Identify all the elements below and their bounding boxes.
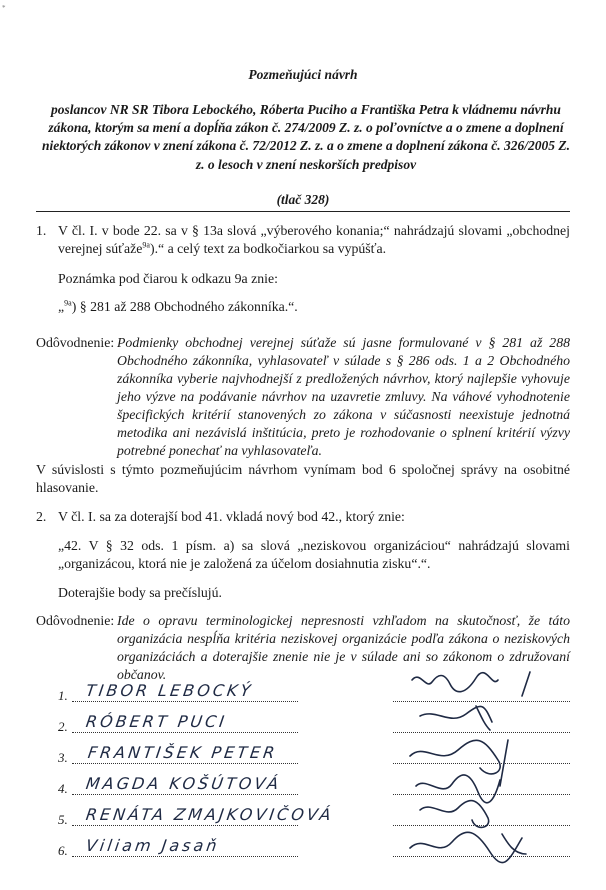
item-1-number: 1. bbox=[36, 223, 47, 238]
reason-1-text: Podmienky obchodnej verejnej súťaže sú jasne formulované v § 281 až 288 Obchodného zákonníka, vyhlasovateľ v súlade s § 286 ods. 1 a 2 Obchodného zákonníka vyberie najvhodnejší z predložených návrhov, ktorý najlepšie vyhovuje jeho výzve na podávanie návrhov na uzavretie zmluvy. Na váhové vyhodnotenie špecifických kritérií stanovených zo zákona v súčasnosti neexistuje jednotná metodika ani nezávislá inštitúcia, preto je rozhodovanie o splnení kritérií výzvy potrebné ponechať na vyhlasovateľa. bbox=[117, 335, 570, 458]
document-subtitle: poslancov NR SR Tibora Lebockého, Róberta Puciho a Františka Petra k vládnemu návrhu zákona, ktorým sa mení a dopĺňa zákon č. 274/2009 Z. z. o poľovníctve a o zmene a doplnení niektorých zákonov v znení zákona č. 72/2012 Z. z. a o zmene a doplnení zákona č. 326/2005 Z. z. o lesoch v znení neskorších predpisov bbox=[41, 102, 571, 172]
dotted-line bbox=[72, 825, 298, 826]
item-1-text bbox=[58, 222, 570, 258]
signature-number: 5. bbox=[58, 812, 68, 827]
renumber-note: Doterajšie body sa prečíslujú. bbox=[58, 585, 222, 600]
item-1-sup: 9a bbox=[142, 240, 150, 250]
signature-6 bbox=[410, 832, 526, 862]
signature-1 bbox=[412, 672, 530, 696]
signature-number: 4. bbox=[58, 781, 68, 796]
signature-4 bbox=[416, 775, 500, 803]
separate-vote-note: V súvislosti s týmto pozmeňujúcim návrhom vynímam bod 6 spoločnej správy na osobitné hlasovanie. bbox=[36, 462, 570, 495]
footnote-intro: Poznámka pod čiarou k odkazu 9a znie: bbox=[58, 271, 278, 286]
item-1-text-b: ).“ a celý text za bodkočiarkou sa vypúšťa. bbox=[149, 241, 387, 256]
handwritten-signatures bbox=[380, 668, 580, 868]
reason-2-label: Odôvodnenie: bbox=[36, 613, 115, 628]
dotted-line bbox=[72, 701, 298, 702]
footnote-open-quote: „ bbox=[58, 299, 65, 314]
item-2-quote: „42. V § 32 ods. 1 písm. a) sa slová „neziskovou organizáciou“ nahrádzajú slovami „organizácou, ktorá nie je založená za účelom dosiahnutia zisku“.“. bbox=[58, 538, 570, 571]
print-number: (tlač 328) bbox=[276, 192, 330, 207]
handwritten-name: RÓBERT PUCI bbox=[84, 712, 229, 731]
handwritten-name: Viliam Jasaň bbox=[84, 836, 221, 855]
signature-number: 2. bbox=[58, 719, 68, 734]
signature-number: 6. bbox=[58, 843, 68, 858]
footnote-text bbox=[58, 298, 570, 316]
reason-1-label: Odôvodnenie: bbox=[36, 335, 115, 350]
title-divider bbox=[36, 211, 570, 212]
signature-number: 3. bbox=[58, 750, 68, 765]
reason-2-text: Ide o opravu terminologickej nepresnosti vzhľadom na skutočnosť, že táto organizácia nespĺňa kritéria neziskovej organizácie podľa zákona o neziskových organizáciách a doterajšie znenie nie je v súlade ani so zákonom o združovaní občanov. bbox=[117, 613, 570, 682]
item-2-text: V čl. I. sa za doterajší bod 41. vkladá nový bod 42., ktorý znie: bbox=[58, 509, 405, 524]
footnote-body: ) § 281 až 288 Obchodného zákonníka.“. bbox=[71, 299, 298, 314]
dotted-line bbox=[72, 732, 298, 733]
handwritten-name: TIBOR LEBOCKÝ bbox=[84, 681, 255, 700]
signature-5 bbox=[420, 801, 489, 828]
corner-mark: * bbox=[2, 4, 6, 12]
dotted-line bbox=[72, 856, 298, 857]
document-title: Pozmeňujúci návrh bbox=[248, 67, 358, 82]
item-1-text-a: V čl. I. v bode 22. sa v § 13a slová „výberového konania;“ nahrádzajú slovami „obchodnej verejnej súťaže bbox=[58, 223, 570, 256]
signature-number: 1. bbox=[58, 688, 68, 703]
handwritten-name: MAGDA KOŠÚTOVÁ bbox=[84, 774, 283, 793]
signature-2 bbox=[420, 706, 492, 730]
handwritten-name: FRANTIŠEK PETER bbox=[86, 743, 279, 762]
dotted-line bbox=[72, 763, 298, 764]
item-2-number: 2. bbox=[36, 509, 47, 524]
handwritten-name: RENÁTA ZMAJKOVIČOVÁ bbox=[84, 805, 335, 824]
footnote-sup: 9a bbox=[64, 298, 72, 308]
dotted-line bbox=[72, 794, 298, 795]
signature-3 bbox=[410, 740, 508, 786]
